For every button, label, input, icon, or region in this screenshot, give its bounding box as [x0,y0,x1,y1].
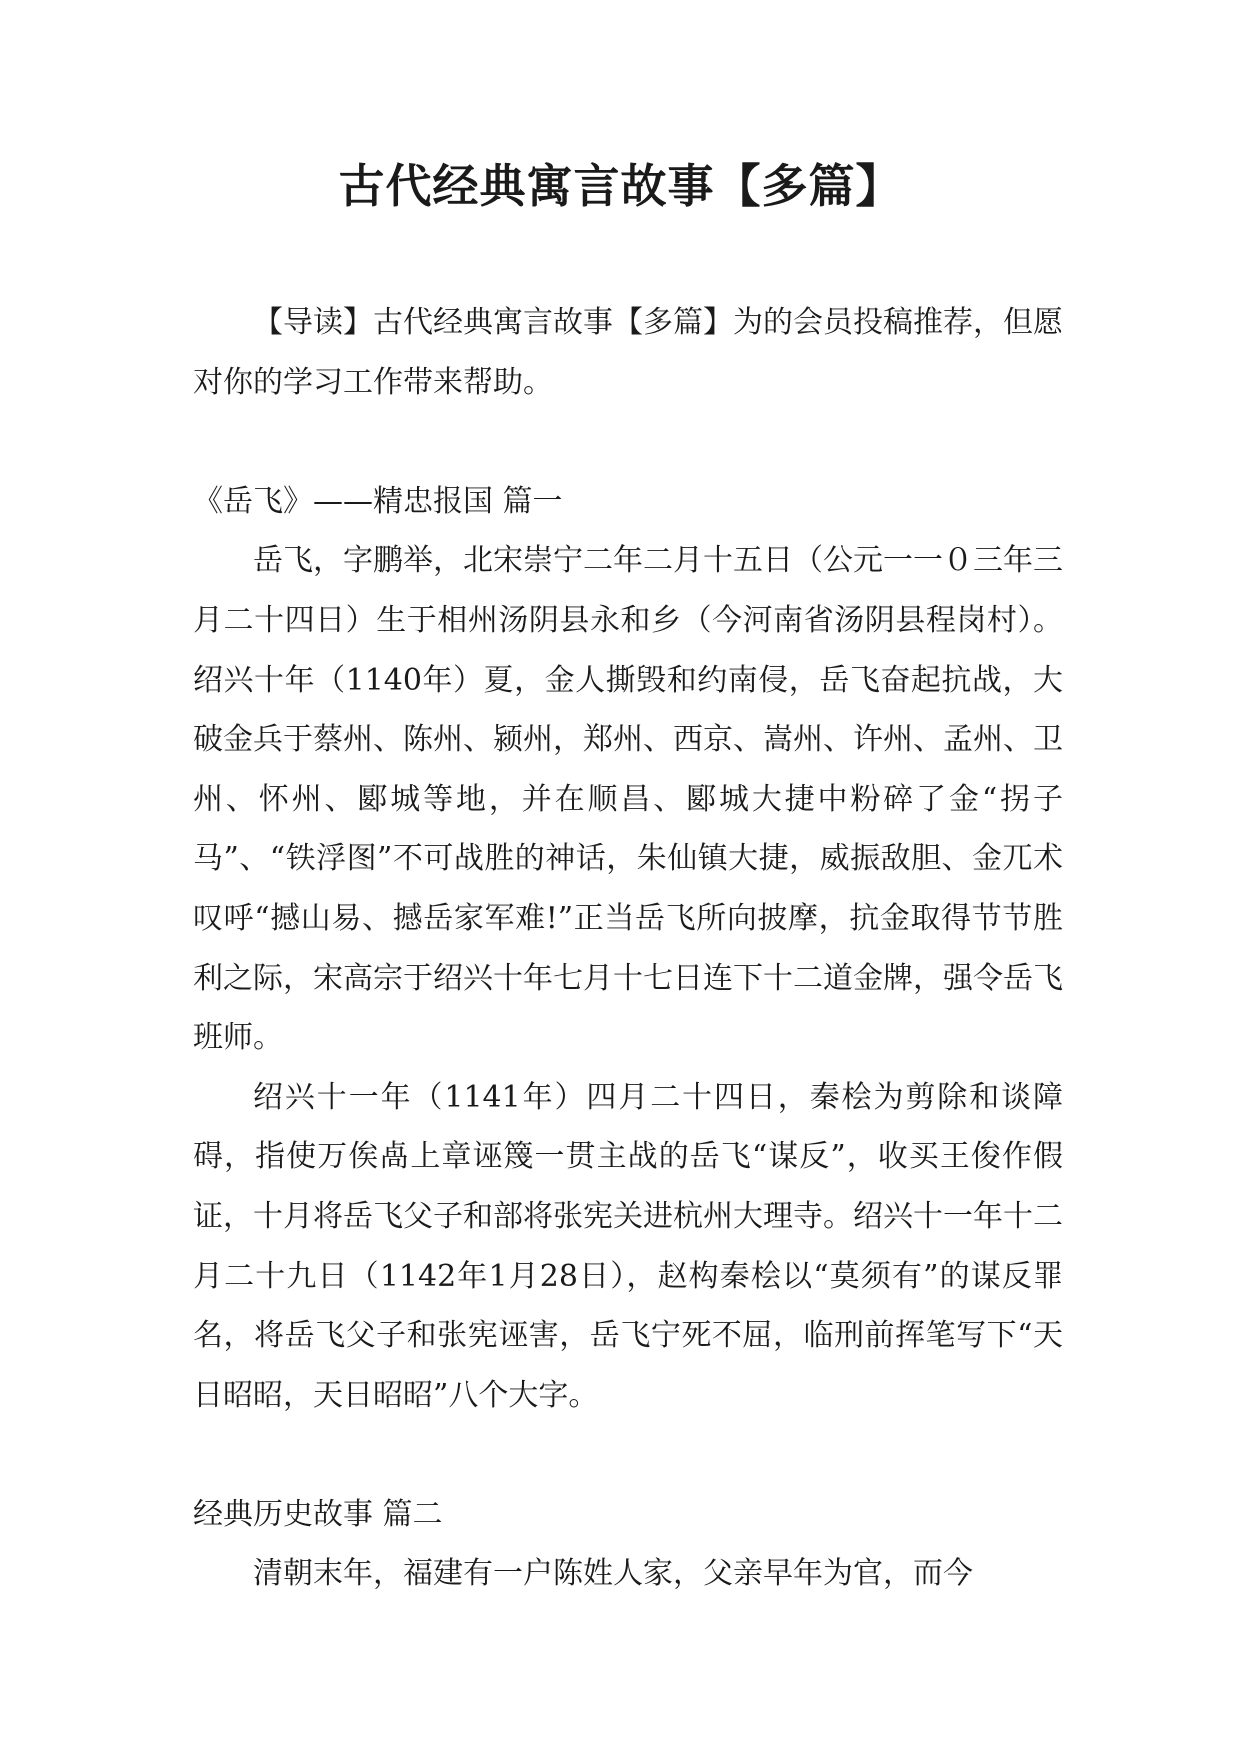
section-1-paragraph-1: 岳飞，字鹏举，北宋崇宁二年二月十五日（公元一一０三年三月二十四日）生于相州汤阴县永和乡（今河南省汤阴县程岗村）。绍兴十年（1140年）夏，金人撕毁和约南侵，岳飞奋起抗战，大破金兵于蔡州、陈州、颍州，郑州、西京、嵩州、许州、孟州、卫州、怀州、郾城等地，并在顺昌、郾城大捷中粉碎了金“拐子马”、“铁浮图”不可战胜的神话，朱仙镇大捷，威振敌胆、金兀术叹呼“撼山易、撼岳家军难!”正当岳飞所向披摩，抗金取得节节胜利之际，宋高宗于绍兴十年七月十七日连下十二道金牌，强令岳飞班师。 [193,543,1063,1056]
section-heading-2: 经典历史故事 篇二 [193,1496,443,1532]
document-title: 古代经典寓言故事【多篇】 [338,159,903,213]
section-1-paragraph-2: 绍兴十一年（1141年）四月二十四日，秦桧为剪除和谈障碍，指使万俟卨上章诬篾一贯主战的岳飞“谋反”，收买王俊作假证，十月将岳飞父子和部将张宪关进杭州大理寺。绍兴十一年十二月二十九日（1142年1月28日），赵构秦桧以“莫须有”的谋反罪名，将岳飞父子和张宪诬害，岳飞宁死不屈，临刑前挥笔写下“天日昭昭，天日昭昭”八个大字。 [193,1079,1063,1413]
section-2-paragraph-1: 清朝末年，福建有一户陈姓人家，父亲早年为官，而今 [253,1556,973,1592]
intro-paragraph: 【导读】古代经典寓言故事【多篇】为的会员投稿推荐，但愿对你的学习工作带来帮助。 [193,305,1063,400]
section-heading-1: 《岳飞》——精忠报国 篇一 [193,483,563,519]
document-body [193,293,1063,1604]
